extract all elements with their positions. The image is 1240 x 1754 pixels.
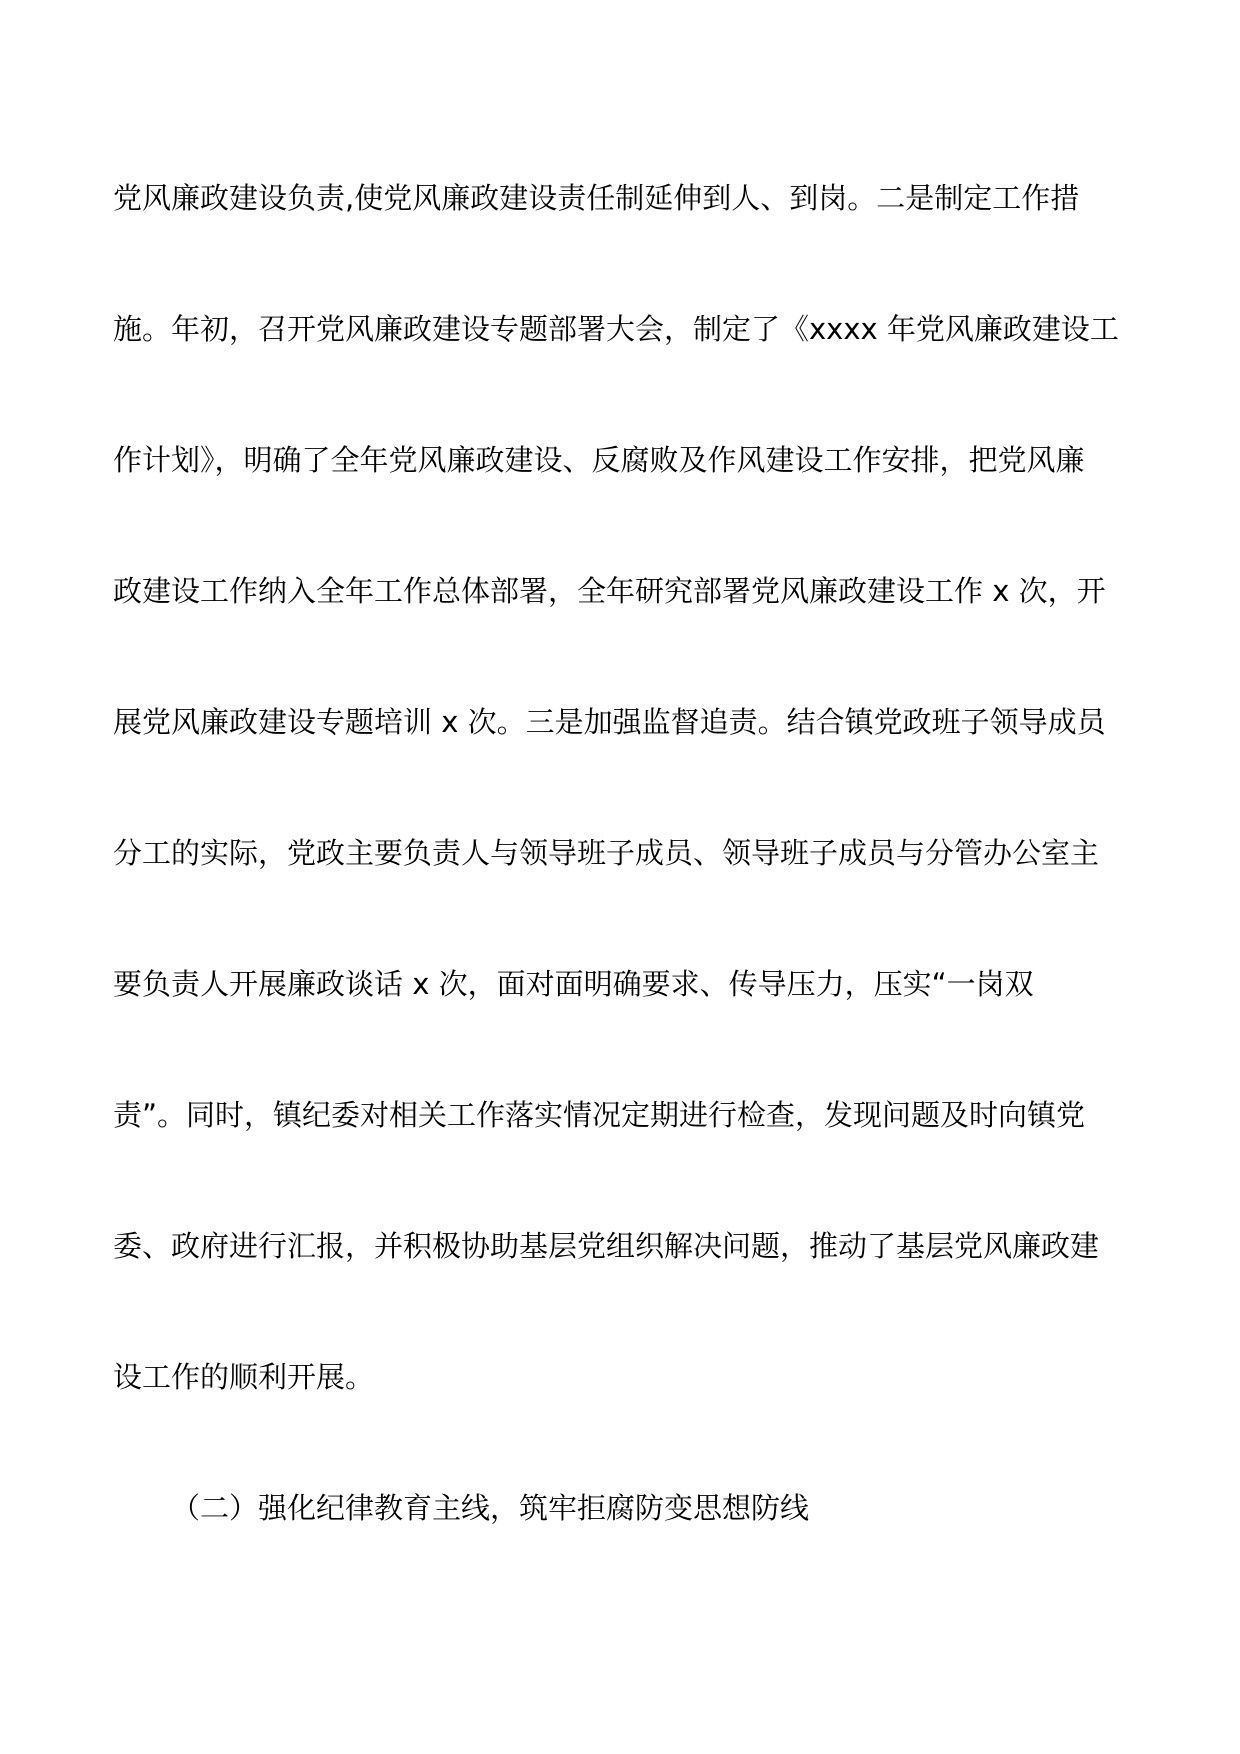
paragraph-line: 分工的实际，党政主要负责人与领导班子成员、领导班子成员与分管办公室主 (113, 836, 1100, 870)
paragraph-line: 党风廉政建设负责,使党风廉政建设责任制延伸到人、到岗。二是制定工作措 (113, 181, 1080, 215)
paragraph-line: 作计划》，明确了全年党风廉政建设、反腐败及作风建设工作安排，把党风廉 (113, 443, 1085, 477)
paragraph-line: 展党风廉政建设专题培训 x 次。三是加强监督追责。结合镇党政班子领导成员 (113, 705, 1106, 739)
paragraph-line: 政建设工作纳入全年工作总体部署，全年研究部署党风廉政建设工作 x 次，开 (113, 574, 1106, 608)
paragraph-line: 施。年初，召开党风廉政建设专题部署大会，制定了《xxxx 年党风廉政建设工 (113, 312, 1119, 346)
paragraph-line: 要负责人开展廉政谈话 x 次，面对面明确要求、传导压力，压实“一岗双 (113, 967, 1034, 1001)
section-heading: （二）强化纪律教育主线，筑牢拒腐防变思想防线 (171, 1491, 810, 1525)
paragraph-line: 责”。同时，镇纪委对相关工作落实情况定期进行检查，发现问题及时向镇党 (113, 1098, 1086, 1132)
paragraph-line: 委、政府进行汇报，并积极协助基层党组织解决问题，推动了基层党风廉政建 (113, 1229, 1100, 1263)
paragraph-line: 设工作的顺利开展。 (113, 1360, 375, 1394)
